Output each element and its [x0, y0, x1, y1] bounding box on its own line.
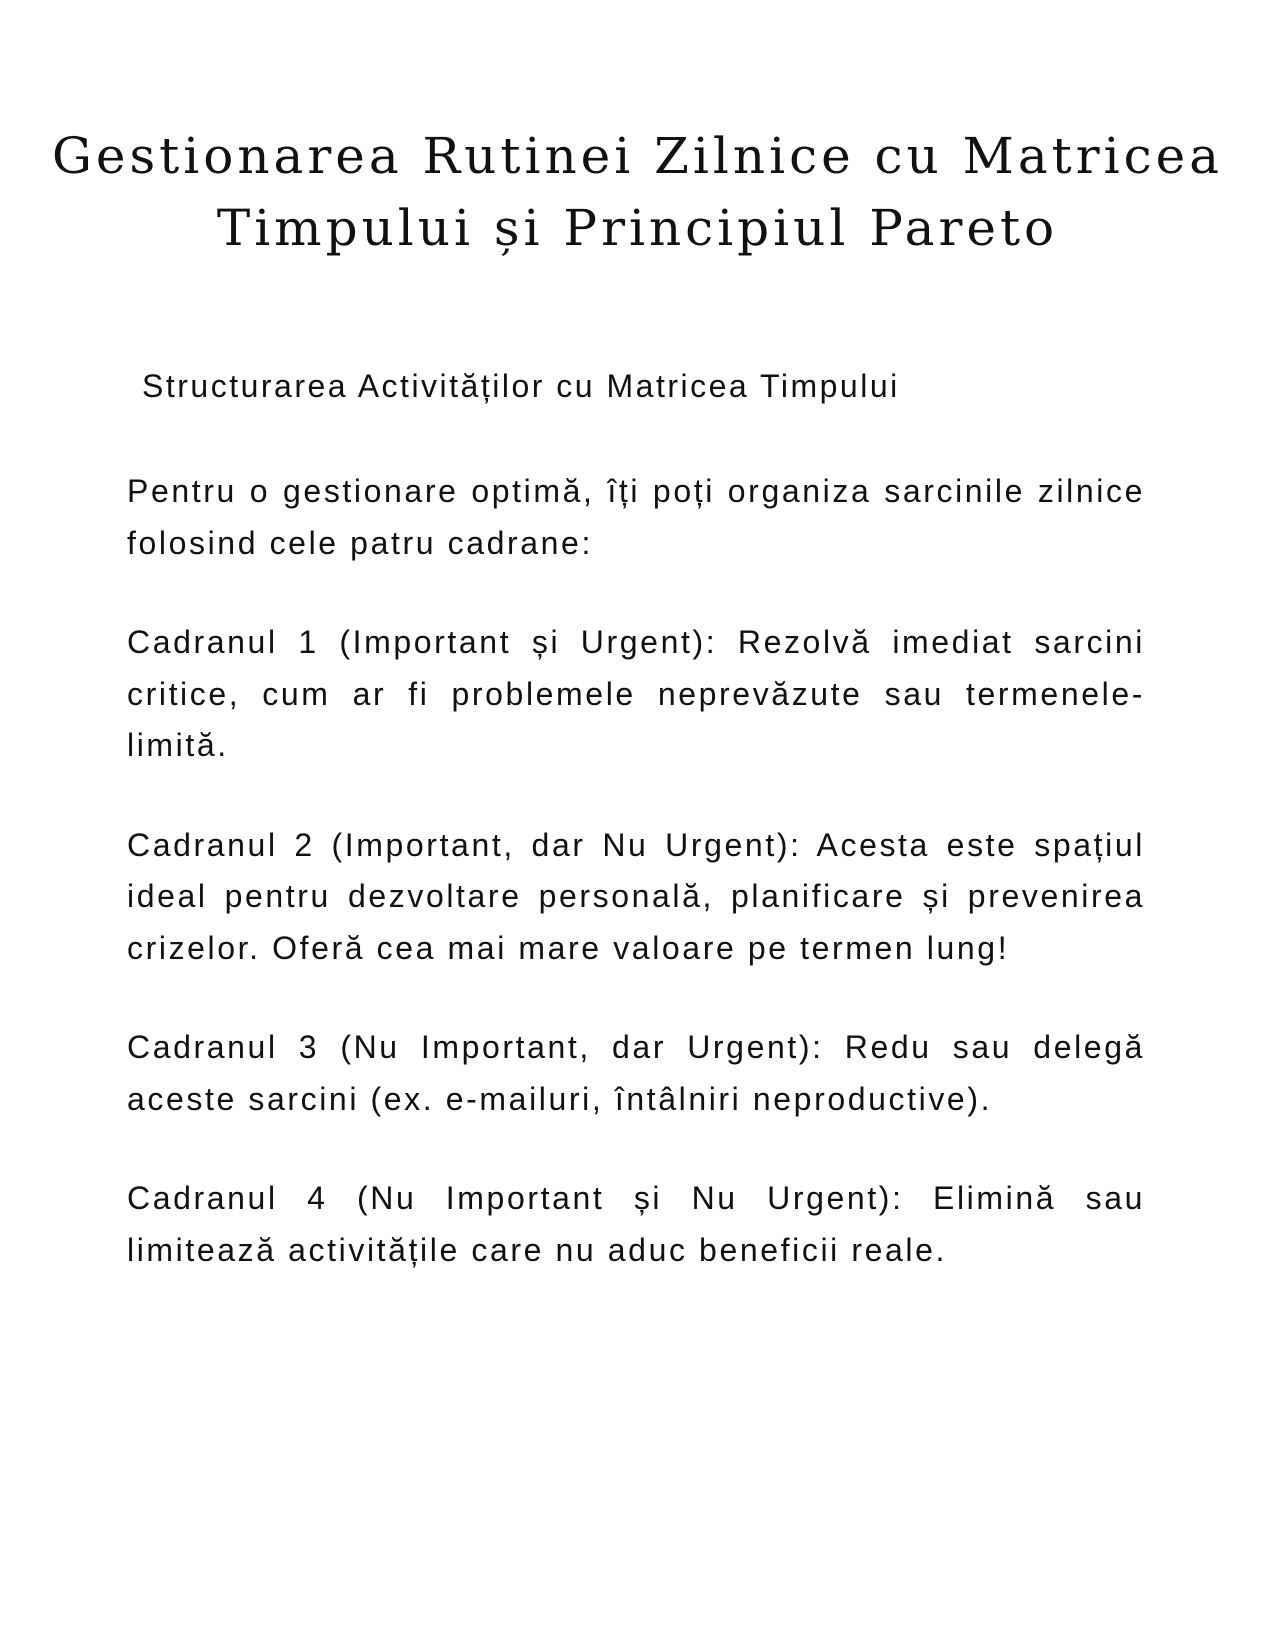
quadrant-1-paragraph: Cadranul 1 (Important și Urgent): Rezolvă imediat sarcini critice, cum ar fi problemele neprevăzute sau termenele-limită. [127, 624, 1145, 763]
title-line-1: Gestionarea Rutinei Zilnice cu Matricea [51, 127, 1224, 185]
section-heading: Structurarea Activităților cu Matricea Timpului [142, 368, 900, 404]
quadrant-3-paragraph: Cadranul 3 (Nu Important, dar Urgent): Redu sau delegă aceste sarcini (ex. e-mailuri, întâlniri neproductive). [127, 1029, 1145, 1117]
page-title [40, 120, 1235, 264]
document-body [127, 466, 1145, 1324]
title-line-2: Timpului și Principiul Pareto [216, 199, 1059, 257]
intro-paragraph: Pentru o gestionare optimă, îți poți organiza sarcinile zilnice folosind cele patru cadrane: [127, 473, 1145, 561]
quadrant-4-paragraph: Cadranul 4 (Nu Important și Nu Urgent): Elimină sau limitează activitățile care nu aduc beneficii reale. [127, 1180, 1145, 1268]
quadrant-2-paragraph: Cadranul 2 (Important, dar Nu Urgent): Acesta este spațiul ideal pentru dezvoltare personală, planificare și prevenirea crizelor. Oferă cea mai mare valoare pe termen lung! [127, 826, 1145, 966]
